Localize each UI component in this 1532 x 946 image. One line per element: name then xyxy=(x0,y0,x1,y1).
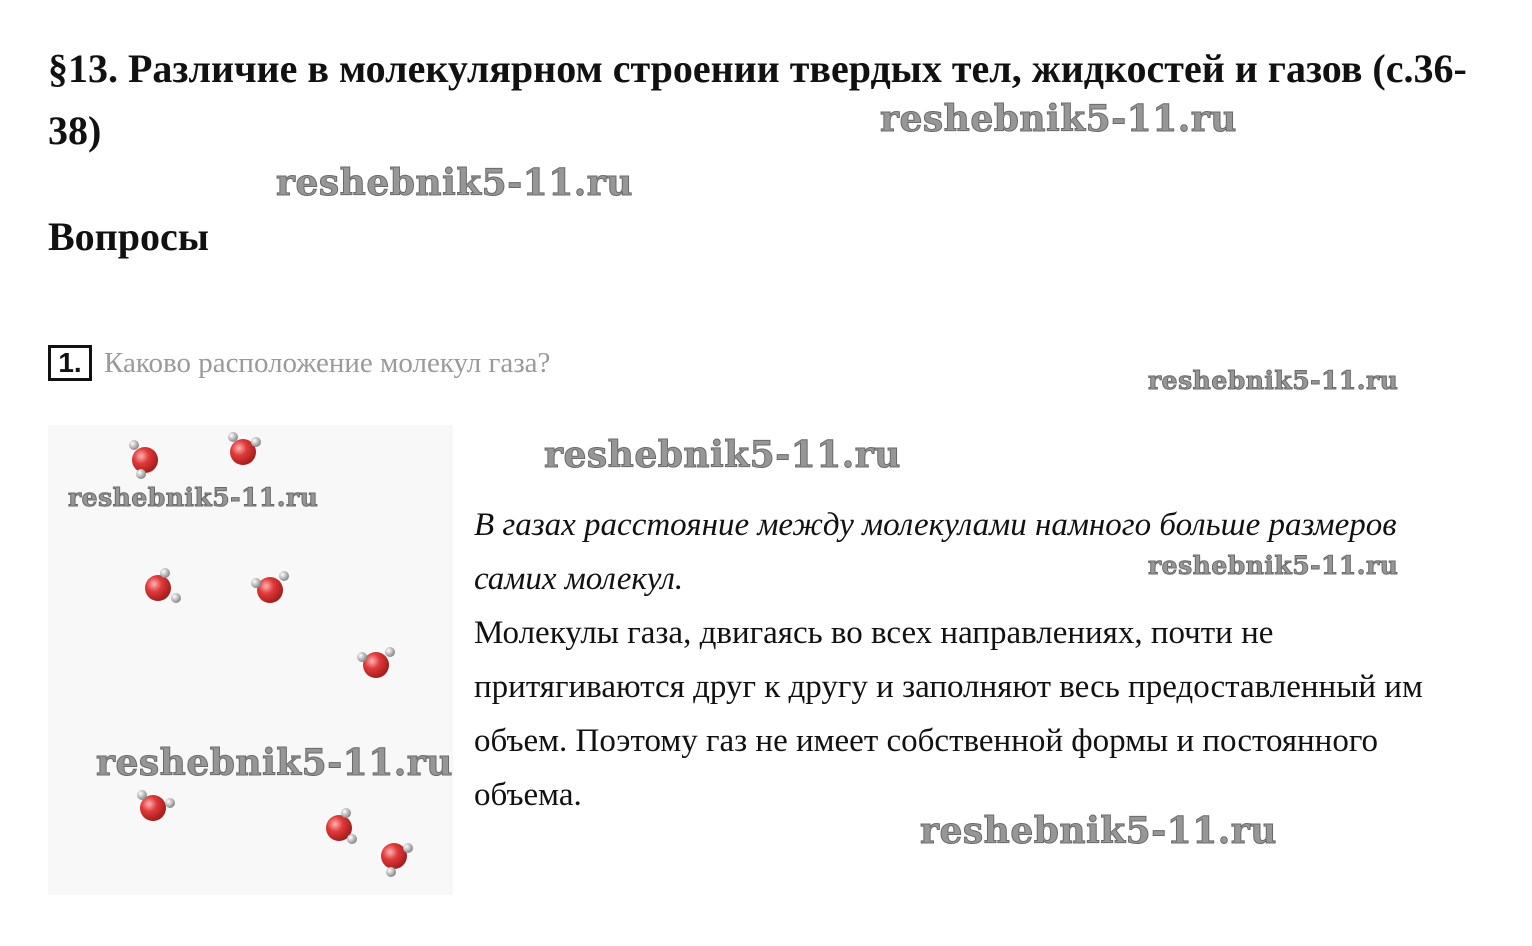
molecule xyxy=(357,647,395,678)
page-title: §13. Различие в молекулярном строении твердых тел, жидкостей и газов (с.36-38) xyxy=(48,46,1467,153)
molecule xyxy=(251,571,289,603)
watermark: reshebnik5-11.ru xyxy=(1148,551,1399,580)
molecule xyxy=(129,440,158,479)
question-row xyxy=(48,342,550,384)
watermark: reshebnik5-11.ru xyxy=(68,483,319,512)
answer-block xyxy=(474,498,1474,822)
watermark: reshebnik5-11.ru xyxy=(276,162,633,204)
molecule xyxy=(137,790,175,821)
question-text: Каково расположение молекул газа? xyxy=(104,346,551,379)
watermark: reshebnik5-11.ru xyxy=(920,810,1277,852)
watermark: reshebnik5-11.ru xyxy=(96,742,453,784)
molecule xyxy=(326,808,357,844)
answer-body-text: Молекулы газа, двигаясь во всех направлениях, почти не притягиваются друг к другу и заполняют весь предоставленный им объем. Поэтому газ не имеет собственной формы и постоянного объема. xyxy=(474,615,1423,813)
molecule xyxy=(381,843,413,877)
watermark: reshebnik5-11.ru xyxy=(880,98,1237,140)
watermark: reshebnik5-11.ru xyxy=(544,434,901,476)
section-heading: Вопросы xyxy=(48,214,209,259)
watermark: reshebnik5-11.ru xyxy=(1148,366,1399,395)
molecule xyxy=(145,568,181,603)
question-number: 1. xyxy=(48,345,92,381)
molecule xyxy=(228,432,261,465)
answer-italic-text: В газах расстояние между молекулами намного больше размеров самих молекул. xyxy=(474,507,1397,597)
